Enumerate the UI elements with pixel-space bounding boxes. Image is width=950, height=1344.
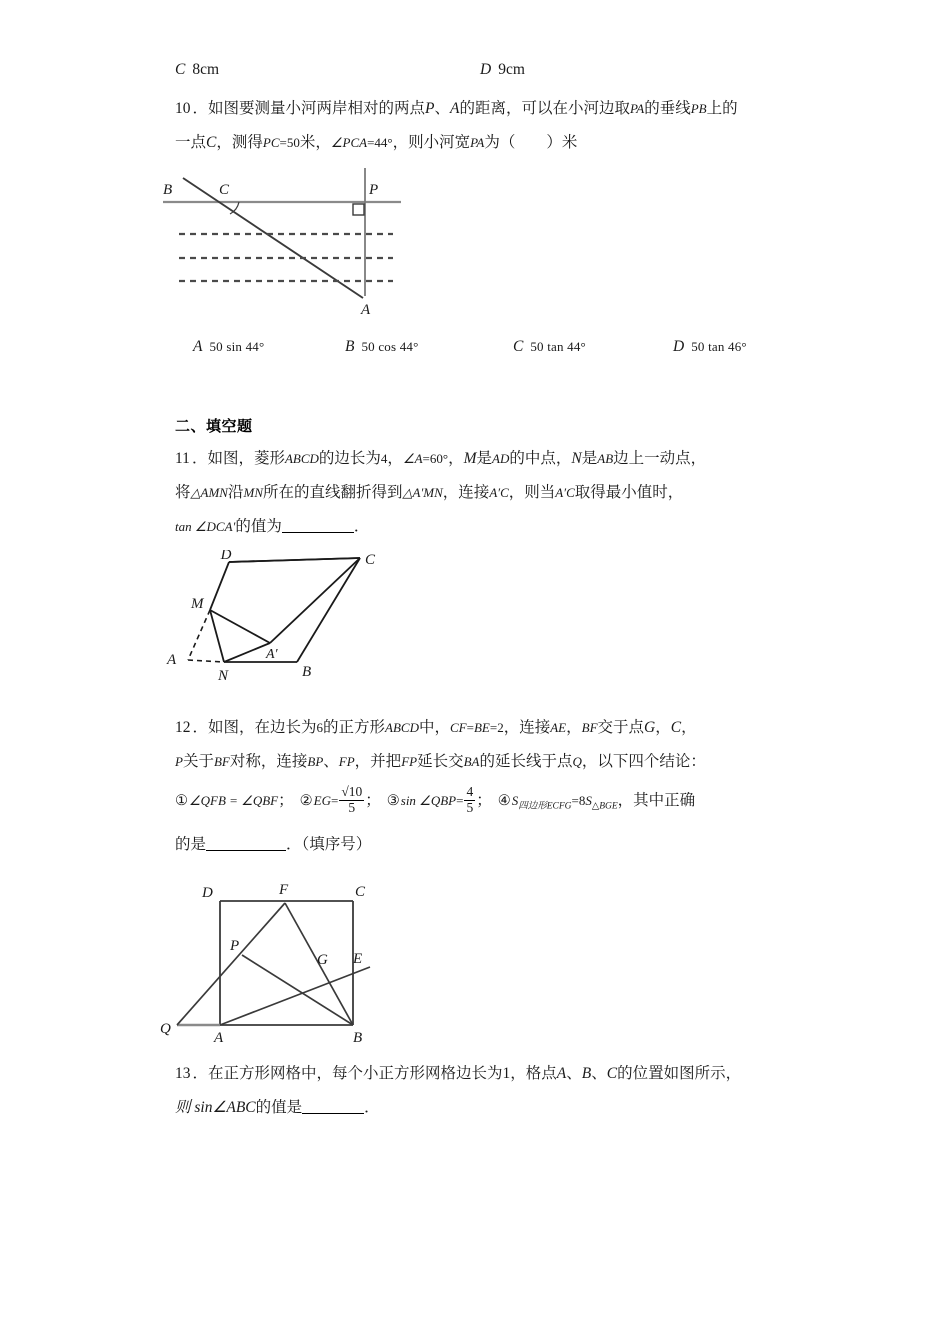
- q13-point-b: B: [581, 1065, 592, 1083]
- q13-number: 13: [175, 1065, 191, 1083]
- q12-eq-2: =: [489, 720, 498, 735]
- q11-text-2c: 所在的直线翻折得到: [262, 484, 403, 501]
- q12-text-1a: ．如图，在边长为: [192, 719, 317, 736]
- q11-point-m: M: [463, 450, 477, 467]
- q12-text-1b: 的正方形: [323, 719, 386, 736]
- q12-conclusions-line: [175, 779, 780, 828]
- q11-seg-ad: AD: [492, 451, 510, 466]
- q11-text-3b: ．: [353, 518, 370, 535]
- q13-text-2c: ．: [364, 1099, 380, 1117]
- q13-sin-expr: 则 sin∠ABC: [175, 1099, 256, 1117]
- q13-answer-blank[interactable]: [302, 1113, 364, 1114]
- q10-seg-pc: PC: [262, 135, 280, 150]
- q9-option-c-text: 8cm: [192, 61, 220, 78]
- q13-stem-line-1: [175, 1057, 780, 1091]
- q10-point-c: C: [206, 134, 217, 151]
- q11-seg-mn: MN: [243, 485, 263, 500]
- q12-conclusion-4-tail: ，其中正确: [617, 792, 696, 809]
- q12-seg-fp: FP: [338, 754, 355, 769]
- q12-seg-ae: AE: [550, 720, 567, 735]
- q11-label-Aprime: A′: [266, 647, 278, 662]
- q12-square-abcd: ABCD: [385, 720, 419, 735]
- q12-label-Q: Q: [160, 1021, 171, 1038]
- q12-conclusion-2-lhs: EG: [313, 793, 331, 808]
- q10-option-b-label: B: [345, 338, 355, 355]
- q10-label-B: B: [163, 182, 173, 198]
- q10-label-C: C: [219, 182, 230, 198]
- rhombus-side-cb: [297, 558, 360, 662]
- q12-text-2e: 延长交: [417, 753, 464, 770]
- q12-answer-line: [175, 828, 780, 862]
- q12-text-2c: 、: [323, 753, 339, 770]
- q11-stem-line-1: [175, 442, 780, 476]
- q10-text-1a: ．如图要测量小河两岸相对的两点: [192, 100, 426, 117]
- q10-text-2b: ，测得: [216, 134, 263, 151]
- q10-option-a-value: 50 sin 44°: [209, 339, 265, 354]
- q13-text-1b: ，格点: [510, 1065, 557, 1083]
- q12-conclusion-3-denominator: 5: [466, 800, 474, 816]
- q10-eq-1: =: [279, 135, 287, 150]
- q12-label-D: D: [202, 885, 213, 902]
- q12-point-g: G: [644, 719, 656, 736]
- q12-seg-be: BE: [473, 720, 490, 735]
- q13-grid-len: 1: [502, 1065, 511, 1083]
- q11-text-1e: 是: [476, 450, 493, 467]
- q12-text-2g: ，以下四个结论：: [581, 753, 706, 770]
- q12-conclusion-2-fraction: [339, 785, 364, 815]
- q12-text-2d: ，并把: [354, 753, 402, 770]
- q10-label-P: P: [369, 182, 379, 198]
- q13-stem-line-2: [175, 1091, 780, 1125]
- q11-angle-a-val: 60°: [429, 451, 449, 466]
- q12-stem-line-2: [175, 745, 780, 779]
- q12-conclusion-2-sep: ；: [365, 792, 381, 809]
- q10-val-50: 50: [286, 135, 300, 150]
- q10-seg-pa-2: PA: [470, 135, 485, 150]
- q11-label-B: B: [302, 664, 312, 680]
- q12-stem-line-1: [175, 711, 780, 745]
- q11-text-1a: ．如图，菱形: [191, 450, 285, 467]
- q10-option-d-label: D: [673, 338, 685, 355]
- q11-text-1b: 的边长为: [318, 450, 381, 467]
- q12-conclusion-3-eq: =: [456, 793, 464, 808]
- q12-text-1c: 中，: [418, 719, 450, 736]
- q12-seg-ba: BA: [463, 754, 480, 769]
- q11-point-n: N: [571, 450, 582, 467]
- q13-text-1a: ．在正方形网格中，每个小正方形网格边长为: [192, 1065, 503, 1083]
- q11-text-1c: ，: [387, 450, 403, 467]
- q12-val-2: 2: [497, 720, 504, 735]
- seg-aprime-c: [270, 558, 360, 643]
- q11-side-len: 4: [380, 451, 388, 466]
- q12-label-E: E: [353, 951, 363, 968]
- q11-figure-svg: [157, 550, 407, 685]
- q12-text-1d: ，连接: [503, 719, 551, 736]
- q11-text-2d: ，连接: [442, 484, 490, 501]
- q9-option-d-text: 9cm: [498, 61, 525, 78]
- q12-conclusion-1-body: ∠QFB = ∠QBF: [189, 793, 279, 808]
- q12-conclusion-4-s2: S: [585, 793, 592, 808]
- spacer-1: [175, 362, 780, 414]
- q10-option-c-value: 50 tan 44°: [530, 339, 586, 354]
- q10-option-b[interactable]: [345, 332, 513, 362]
- q10-option-b-value: 50 cos 44°: [361, 339, 419, 354]
- seg-m-aprime: [210, 610, 270, 643]
- q13-text-1e: 的位置如图所示，: [617, 1065, 742, 1083]
- q12-seg-cf: CF: [450, 720, 467, 735]
- q11-answer-blank[interactable]: [282, 532, 354, 533]
- q11-text-2f: 取得最小值时，: [574, 484, 684, 501]
- q10-option-c-label: C: [513, 338, 524, 355]
- q12-conclusion-3-lhs: sin ∠QBP: [400, 793, 457, 808]
- q11-figure: [157, 550, 780, 685]
- q12-conclusion-4-coef: 8: [578, 793, 586, 808]
- q10-text-2d: ，则小河宽: [392, 134, 471, 151]
- q12-label-B: B: [353, 1030, 363, 1046]
- q10-eq-2: =: [367, 135, 375, 150]
- q10-point-p: P: [425, 100, 435, 117]
- q10-text-2c: 米，: [299, 134, 331, 151]
- q12-conclusion-4-mark: ④: [497, 793, 511, 809]
- q10-option-a-label: A: [193, 338, 203, 355]
- q10-text-1c: 的距离，可以在小河边取: [459, 100, 630, 117]
- q12-label-C: C: [355, 884, 366, 901]
- page-content: [160, 56, 780, 1125]
- q12-point-p: P: [175, 754, 183, 769]
- q12-number: 12: [175, 719, 191, 736]
- q11-number: 11: [175, 450, 190, 467]
- q12-label-G: G: [317, 952, 328, 969]
- seg-n-aprime: [224, 643, 270, 662]
- q12-figure-svg: [157, 870, 407, 1045]
- seg-dc-dup: [229, 558, 360, 562]
- q10-text-2e: 为（ ）米: [484, 134, 578, 151]
- q10-text-1e: 上的: [706, 100, 738, 117]
- q12-label-P: P: [230, 938, 240, 955]
- q11-text-1f: 的中点，: [509, 450, 572, 467]
- seg-mn: [210, 610, 224, 662]
- q11-label-A: A: [167, 652, 177, 668]
- q12-seg-bf-2: BF: [213, 754, 230, 769]
- q12-text-1f: 交于点: [597, 719, 645, 736]
- q12-conclusion-3-sep: ；: [476, 792, 492, 809]
- q11-label-M: M: [191, 596, 204, 612]
- q11-text-2a: 将: [175, 484, 191, 501]
- q11-eq-1: =: [422, 451, 430, 466]
- q10-option-a[interactable]: [193, 332, 345, 362]
- q12-text-1e: ，: [566, 719, 582, 736]
- q12-conclusion-4-sub2: △BGE: [591, 801, 618, 812]
- q12-conclusion-4-sub1: 四边形ECFG: [518, 801, 572, 812]
- q10-stem-line-1: [175, 92, 780, 126]
- q11-tri-apmn: △A′MN: [402, 485, 443, 500]
- rhombus-side-dm: [210, 562, 229, 610]
- q9-option-c-label: C: [175, 61, 186, 78]
- q10-stem-line-2: [175, 126, 780, 160]
- q11-text-2e: ，则当: [508, 484, 556, 501]
- q12-conclusion-4-s1: S: [511, 793, 519, 808]
- q12-text-1h: ，: [681, 719, 697, 736]
- right-angle-marker-p: [353, 204, 364, 215]
- q10-figure: [157, 168, 780, 318]
- q12-label-F: F: [279, 882, 289, 899]
- q10-angle-pca: ∠PCA: [330, 135, 368, 150]
- q12-text-2f: 的延长线于点: [479, 753, 573, 770]
- q10-option-d[interactable]: [673, 332, 747, 362]
- q12-seg-bf: BF: [581, 720, 598, 735]
- q12-answer-blank[interactable]: [206, 850, 286, 851]
- q12-conclusion-2-eq: =: [330, 793, 339, 808]
- dashed-side-an: [188, 660, 224, 662]
- q11-text-1h: 边上一动点，: [613, 450, 707, 467]
- q11-text-3a: 的值为: [235, 518, 282, 535]
- q10-option-d-value: 50 tan 46°: [691, 339, 747, 354]
- dashed-side-ma: [188, 610, 210, 660]
- q12-seg-bp: BP: [307, 754, 324, 769]
- q12-conclusion-2-numerator: √10: [341, 784, 363, 800]
- q10-seg-pb: PB: [690, 101, 707, 116]
- q12-label-A: A: [214, 1030, 224, 1046]
- q11-text-1d: ，: [448, 450, 464, 467]
- section-2-title: 二、填空题: [175, 418, 253, 435]
- q11-label-D: D: [220, 550, 232, 563]
- q10-label-A: A: [361, 302, 371, 318]
- spacer-3: [175, 1045, 780, 1057]
- q10-text-1d: 的垂线: [644, 100, 691, 117]
- q12-eq-1: =: [466, 720, 474, 735]
- q9-option-c[interactable]: [175, 56, 480, 84]
- q13-text-1c: 、: [566, 1065, 582, 1083]
- q11-tri-amn: △AMN: [190, 485, 228, 500]
- seg-pb: [242, 955, 353, 1025]
- q12-conclusion-2-denominator: 5: [339, 800, 364, 816]
- q12-text-2a: 关于: [182, 753, 214, 770]
- q13-text-2b: 的值是: [255, 1099, 303, 1117]
- q12-conclusion-3-numerator: 4: [466, 784, 474, 800]
- q12-figure: [157, 870, 780, 1045]
- q12-conclusion-1-sep: ；: [278, 792, 294, 809]
- q10-seg-pa: PA: [629, 101, 645, 116]
- q12-text-4b: ．（填序号）: [286, 836, 372, 854]
- q13-point-c: C: [606, 1065, 618, 1083]
- q12-seg-fp-2: FP: [401, 754, 418, 769]
- q12-text-2b: 对称，连接: [229, 753, 308, 770]
- q11-stem-line-3: [175, 510, 780, 544]
- q9-option-d[interactable]: [480, 56, 525, 84]
- q11-text-1g: 是: [581, 450, 598, 467]
- q11-angle-a: ∠A: [402, 451, 423, 466]
- q11-tan-expr: tan ∠DCA′: [175, 519, 236, 534]
- q9-option-d-label: D: [480, 61, 492, 78]
- q10-figure-svg: [157, 168, 417, 318]
- q12-conclusion-3-mark: ③: [386, 793, 400, 809]
- q11-label-C: C: [365, 552, 376, 568]
- q12-conclusion-2-mark: ②: [299, 793, 313, 809]
- q13-point-a: A: [556, 1065, 567, 1083]
- q11-label-N: N: [218, 668, 229, 684]
- q12-conclusion-3-fraction: [464, 785, 475, 815]
- q12-side-6: 6: [316, 720, 324, 735]
- q10-options-row: [175, 332, 780, 362]
- q9-options-row: [175, 56, 780, 84]
- q10-val-44: 44°: [374, 135, 393, 150]
- q13-text-1d: 、: [591, 1065, 607, 1083]
- q10-text-2a: 一点: [175, 134, 207, 151]
- q11-stem-line-2: [175, 476, 780, 510]
- q11-text-2b: 沿: [227, 484, 244, 501]
- q11-rhombus-abcd: ABCD: [284, 451, 319, 466]
- q12-point-c: C: [670, 719, 682, 736]
- spacer-2: [175, 685, 780, 711]
- q12-text-4a: 的是: [175, 836, 207, 854]
- q10-number: 10: [175, 100, 191, 117]
- q12-conclusion-1-mark: ①: [175, 793, 188, 809]
- q10-option-c[interactable]: [513, 332, 673, 362]
- q10-point-a: A: [450, 100, 460, 117]
- q12-conclusion-4-eq: =: [571, 793, 579, 808]
- q11-seg-ab: AB: [597, 451, 614, 466]
- q10-text-1b: 、: [434, 100, 450, 117]
- q11-seg-apc-2: A′C: [555, 485, 575, 500]
- q12-point-q: Q: [572, 754, 582, 769]
- q11-seg-apc: A′C: [489, 485, 509, 500]
- q12-text-1g: ，: [655, 719, 671, 736]
